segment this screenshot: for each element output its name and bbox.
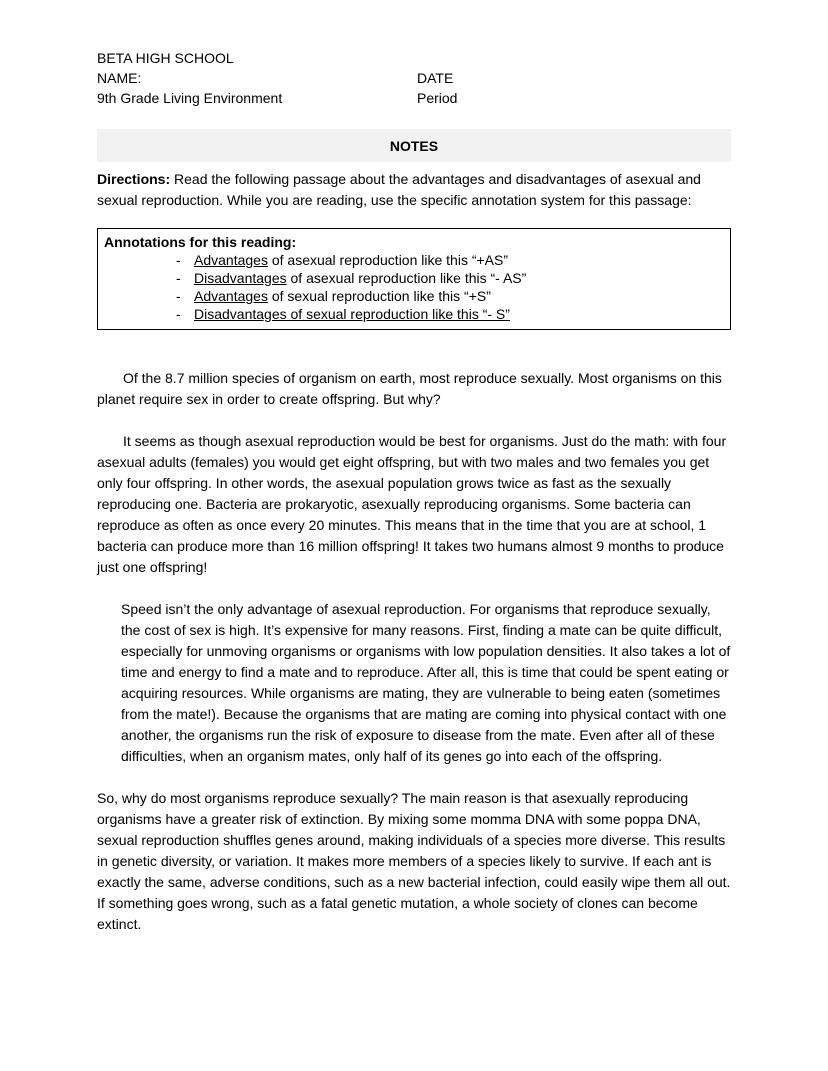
annotation-rest: of sexual reproduction like this “+S” <box>267 288 491 304</box>
annotation-item <box>104 269 724 287</box>
directions-label: Directions: <box>97 171 171 187</box>
annotation-rest: of asexual reproduction like this “+AS” <box>267 252 509 268</box>
annotation-text <box>194 269 724 287</box>
date-label: DATE <box>417 70 454 86</box>
annotation-text <box>194 305 724 323</box>
paragraph: Of the 8.7 million species of organism on earth, most reproduce sexually. Most organisms on this planet require sex in order to create offspring. But why? <box>97 370 722 407</box>
annotation-underlined-term: Disadvantages <box>194 270 287 286</box>
course-label: 9th Grade Living Environment <box>97 90 283 106</box>
annotation-item <box>104 251 724 269</box>
directions-text: Read the following passage about the advantages and disadvantages of asexual and sexual reproduction. While you are reading, use the specific annotation system for this passage: <box>97 171 701 208</box>
paragraph: Speed isn’t the only advantage of asexual reproduction. For organisms that reproduce sexually, the cost of sex is high. It’s expensive for many reasons. First, finding a mate can be quite difficult, especially for unmoving organisms or organisms with low population densities. It also takes a lot of time and energy to find a mate and to reproduce. After all, this is time that could be spent eating or acquiring resources. While organisms are mating, they are vulnerable to being eaten (sometimes from the mate!). Because the organisms that are mating are coming into physical contact with one another, the organisms run the risk of exposure to disease from the mate. Even after all of these difficulties, when an organism mates, only half of its genes go into each of the offspring. <box>121 601 731 764</box>
annotation-rest: of asexual reproduction like this “- AS” <box>286 270 527 286</box>
annotation-bullet: - <box>176 270 181 286</box>
annotation-item <box>104 287 724 305</box>
annotation-text <box>194 287 724 305</box>
name-label: NAME: <box>97 70 142 86</box>
document-header <box>97 48 731 108</box>
annotation-item <box>104 305 724 323</box>
annotation-underlined-term: Advantages <box>194 252 268 268</box>
passage-body <box>97 368 731 935</box>
notes-header-bar <box>97 129 731 162</box>
annotation-bullet: - <box>176 288 181 304</box>
annotation-text <box>194 251 724 269</box>
paragraph: So, why do most organisms reproduce sexually? The main reason is that asexually reproducing organisms have a greater risk of extinction. By mixing some momma DNA with some poppa DNA, sexual reproduction shuffles genes around, making individuals of a species more diverse. This results in genetic diversity, or variation. It makes more members of a species likely to survive. If each ant is exactly the same, adverse conditions, such as a new bacterial infection, could easily wipe them all out. If something goes wrong, such as a fatal genetic mutation, a whole society of clones can become extinct. <box>97 790 731 932</box>
school-name: BETA HIGH SCHOOL <box>97 50 234 66</box>
name-date-row <box>97 68 731 88</box>
annotation-bullet: - <box>176 306 181 322</box>
annotation-bullet: - <box>176 252 181 268</box>
annotation-underlined-term: Advantages <box>194 288 268 304</box>
directions-paragraph <box>97 169 731 211</box>
period-label: Period <box>417 90 458 106</box>
paragraph: It seems as though asexual reproduction would be best for organisms. Just do the math: with four asexual adults (females) you would get eight offspring, but with two males and two females you get only four offspring. In other words, the asexual population grows twice as fast as the sexually reproducing one. Bacteria are prokaryotic, asexually reproducing organisms. Some bacteria can reproduce as often as once every 20 minutes. This means that in the time that you are at school, 1 bacteria can produce more than 16 million offspring! It takes two humans almost 9 months to produce just one offspring! <box>97 433 727 575</box>
notes-title: NOTES <box>389 137 439 154</box>
annotations-box <box>97 228 731 330</box>
annotation-underlined-term: Disadvantages of sexual reproduction like this “- S” <box>194 306 510 322</box>
course-period-row <box>97 88 731 108</box>
annotations-title: Annotations for this reading: <box>104 234 297 250</box>
